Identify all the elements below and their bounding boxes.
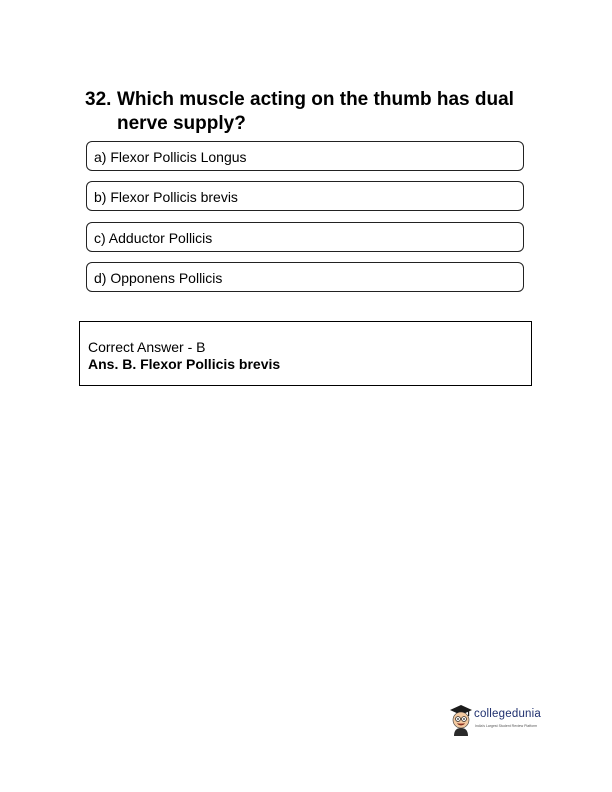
collegedunia-logo xyxy=(448,702,548,738)
option-a[interactable]: a) Flexor Pollicis Longus xyxy=(86,141,524,171)
answer-box xyxy=(79,321,532,386)
logo-text: collegedunia xyxy=(474,708,541,720)
logo-tagline: India's Largest Student Review Platform xyxy=(475,724,538,728)
question-text: Which muscle acting on the thumb has dual nerve supply? xyxy=(117,89,514,134)
question xyxy=(85,88,525,136)
correct-answer-label: Correct Answer - B xyxy=(88,339,206,355)
option-d[interactable]: d) Opponens Pollicis xyxy=(86,262,524,292)
answer-explanation: Ans. B. Flexor Pollicis brevis xyxy=(88,356,281,372)
question-number: 32. xyxy=(85,89,112,110)
option-c[interactable]: c) Adductor Pollicis xyxy=(86,222,524,252)
mascot-icon xyxy=(448,702,474,736)
option-b[interactable]: b) Flexor Pollicis brevis xyxy=(86,181,524,211)
